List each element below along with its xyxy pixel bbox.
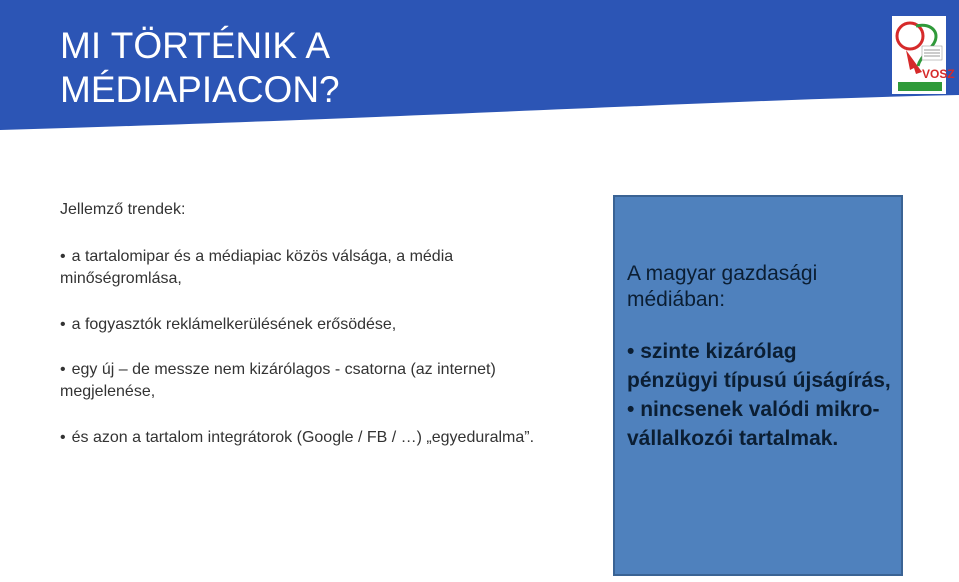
bullet-dot-icon: •: [60, 429, 66, 446]
trend-item: [60, 359, 540, 403]
trend-item-text: a fogyasztók reklámelkerülésének erősödése,: [71, 316, 397, 333]
trend-item: [60, 246, 540, 290]
logo-text: VOSZ: [922, 67, 955, 81]
bullet-dot-icon: •: [627, 398, 635, 421]
trends-section: [60, 200, 560, 446]
trend-item-text: és azon a tartalom integrátorok (Google / FB / …) „egyeduralma”.: [71, 429, 535, 446]
bullet-dot-icon: •: [60, 248, 66, 265]
callout-list: [627, 337, 891, 453]
callout-heading: A magyar gazdasági médiában:: [627, 262, 818, 311]
callout-item: [627, 395, 891, 453]
vosz-logo-icon: [892, 16, 955, 94]
callout-box: [613, 195, 903, 576]
trend-item-text: egy új – de messze nem kizárólagos - csatorna (az internet) megjelenése,: [60, 361, 496, 400]
bullet-dot-icon: •: [60, 361, 66, 378]
callout-item: [627, 337, 891, 395]
bullet-dot-icon: •: [60, 316, 66, 333]
page-title-line-2: MÉDIAPIACON?: [60, 69, 340, 110]
bullet-dot-icon: •: [627, 340, 635, 363]
page-title-line-1: MI TÖRTÉNIK A: [60, 25, 331, 66]
trend-item-text: a tartalomipar és a médiapiac közös válsága, a média minőségromlása,: [60, 248, 454, 287]
trends-intro: Jellemző trendek:: [60, 201, 186, 218]
callout-item-text: szinte kizárólag pénzügyi típusú újságírás,: [627, 340, 891, 392]
trend-item: [60, 427, 540, 449]
callout-item-text: nincsenek valódi mikro-vállalkozói tartalmak.: [627, 398, 880, 450]
page-title: [60, 24, 340, 112]
trend-item: [60, 314, 540, 336]
